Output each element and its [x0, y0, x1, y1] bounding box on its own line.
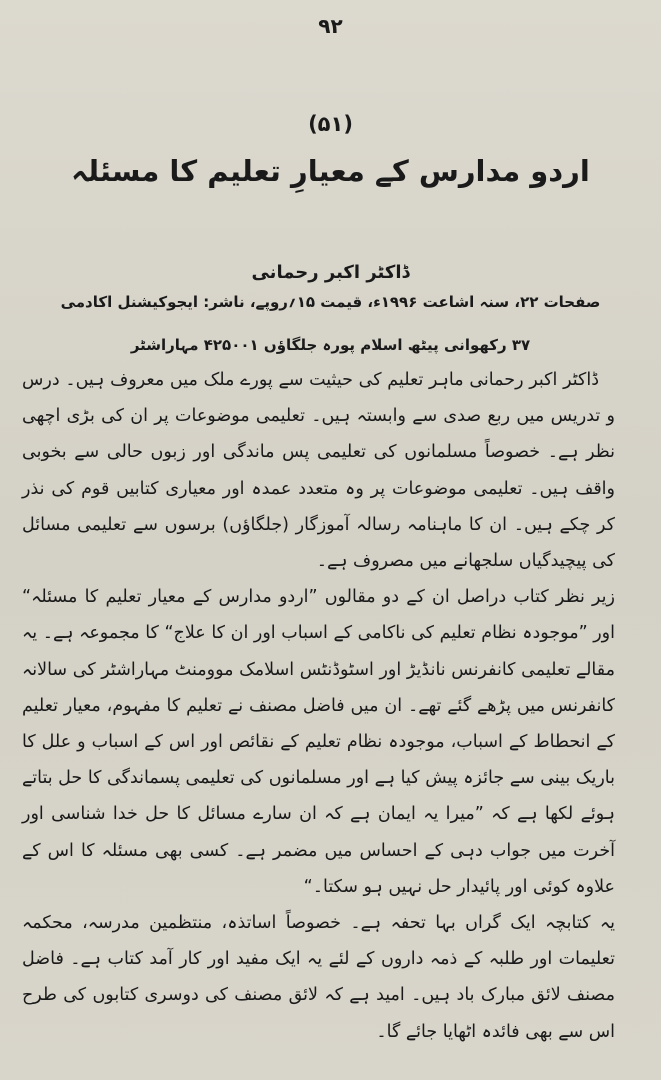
review-body [22, 362, 615, 1050]
paragraph: زیر نظر کتاب دراصل ان کے دو مقالوں ”اردو مدارس کے معیار تعلیم کا مسئلہ“ اور ”موجودہ نظام تعلیم کی ناکامی کے اسباب اور ان کا علاج“ کا مجموعہ ہے۔ یہ مقالے تعلیمی کانفرنس نانڈیڑ اور اسٹوڈنٹس اسلامک موومنٹ مہاراشٹر کی سالانہ کانفرنس میں پڑھے گئے تھے۔ ان میں فاضل مصنف نے تعلیم کا مفہوم، معیار تعلیم کے انحطاط کے اسباب، موجودہ نظام تعلیم کے نقائص اور اس کے اسباب و علل کا باریک بینی سے جائزہ پیش کیا ہے اور مسلمانوں کی تعلیمی پسماندگی کا حل بتاتے ہوئے لکھا ہے کہ ”میرا یہ ایمان ہے کہ ان سارے مسائل کا حل خدا شناسی اور آخرت میں جواب دہی کے احساس میں مضمر ہے۔ کسی بھی مسئلہ کا اس کے علاوہ کوئی اور پائیدار حل نہیں ہو سکتا۔“ [22, 587, 615, 897]
paragraph: ڈاکٹر اکبر رحمانی ماہر تعلیم کی حیثیت سے پورے ملک میں معروف ہیں۔ درس و تدریس میں ربع صدی سے وابستہ ہیں۔ تعلیمی موضوعات پر ان کی بڑی اچھی نظر ہے۔ خصوصاً مسلمانوں کی تعلیمی پس ماندگی اور زبوں حالی سے بخوبی واقف ہیں۔ تعلیمی موضوعات پر وہ متعدد عمدہ اور معیاری کتابیں قوم کی نذر کر چکے ہیں۔ ان کا ماہنامہ رسالہ آموزگار (جلگاؤں) برسوں سے تعلیمی مسائل کی پیچیدگیاں سلجھانے میں مصروف ہے۔ [22, 370, 615, 572]
publication-details: صفحات ۲۲، سنہ اشاعت ۱۹۹۶ء، قیمت ۱۵؍روپے، ناشر: ایجوکیشنل اکادمی [60, 293, 601, 311]
page-number: ٩٢ [318, 14, 343, 38]
paragraph: یہ کتابچہ ایک گراں بہا تحفہ ہے۔ خصوصاً اساتذہ، منتظمین مدرسہ، محکمہ تعلیمات اور طلبہ کے ذمہ داروں کے لئے یہ ایک مفید اور کار آمد کتاب ہے۔ فاضل مصنف لائق مبارک باد ہیں۔ امید ہے کہ لائق مصنف کی دوسری کتابوں کی طرح اس سے بھی فائدہ اٹھایا جائے گا۔ [22, 913, 615, 1042]
article-number: (۵۱) [308, 112, 353, 136]
author-name: ڈاکٹر اکبر رحمانی [251, 262, 410, 283]
publisher-address: ۳۷ رکھوانی پیٹھ اسلام پورہ جلگاؤں ۴۲۵۰۰۱ مہاراشٹر [130, 336, 531, 354]
article-title: اردو مدارس کے معیارِ تعلیم کا مسئلہ [71, 154, 590, 188]
